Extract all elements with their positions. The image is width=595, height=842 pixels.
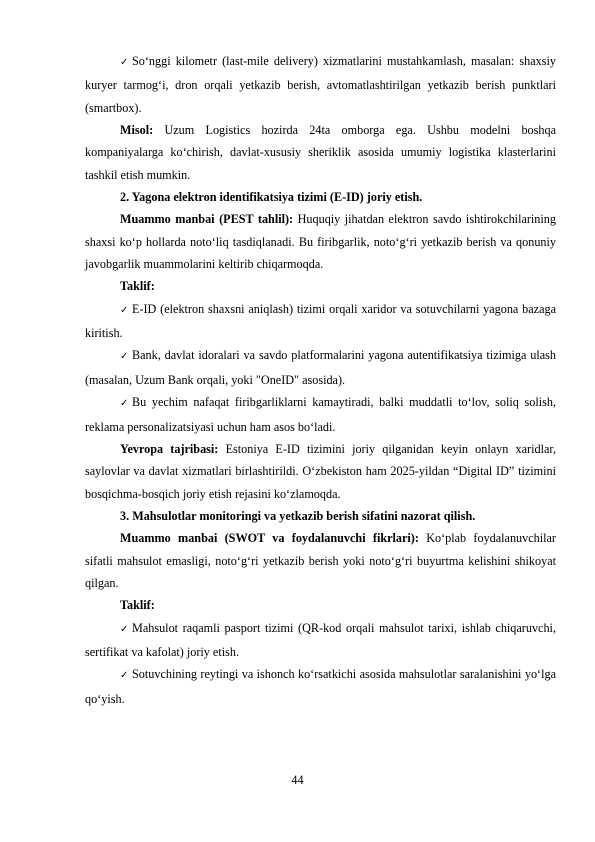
paragraph-text: Estoniya E-ID tizimini joriy qilganidan keyin onlayn xaridlar, saylovlar va davlat xizmatlari birlashtirildi. O‘zbekiston ham 2025-yildan “Digital ID” tizimini bosqichma-bosqich joriy etish rejasini ko‘zlamoqda. [85,441,556,501]
section-heading-3: 3. Mahsulotlar monitoringi va yetkazib berish sifatini nazorat qilish. [120,508,476,523]
paragraph-text: Ko‘plab foydalanuvchilar sifatli mahsulot emasligi, noto‘g‘ri yetkazib berish yoki noto‘g‘ri buyurtma kelishini shikoyat qilgan. [85,531,556,590]
bullet-text: Sotuvchining reytingi va ishonch ko‘rsatkichi asosida mahsulotlar saralanishini yo‘lga qo‘yish. [85,667,556,706]
bullet-item-last-mile [85,50,556,119]
bullet-text: So‘nggi kilometr (last-mile delivery) xizmatlarini mustahkamlash, masalan: shaxsiy kuryer tarmog‘i, dron orqali yetkazib berish, avtomatlashtirilgan yetkazib berish punktlari (smartbox). [85,54,556,115]
bullet-item-seller-rating [85,663,556,710]
checkmark-icon: ✓ [120,623,129,635]
problem-source-swot [85,527,556,594]
bullet-item-eid [85,298,556,345]
checkmark-icon: ✓ [120,398,129,410]
bullet-item-auth [85,344,556,391]
proposal-heading: Taklif: [120,279,155,294]
example-paragraph [85,119,556,186]
paragraph-lead: Yevropa tajribasi: [120,441,219,456]
checkmark-icon: ✓ [120,57,129,68]
bullet-text: Bank, davlat idoralari va savdo platformalarini yagona autentifikatsiya tizimiga ulash (masalan, Uzum Bank orqali, yoki "OneID" asosida). [85,348,556,387]
bullet-text: Mahsulot raqamli pasport tizimi (QR-kod orqali mahsulot tarixi, ishlab chiqaruvchi, sertifikat va kafolat) joriy etish. [85,620,556,659]
europe-experience-paragraph [85,438,556,505]
problem-source-pest [85,208,556,275]
document-body [85,50,556,710]
paragraph-lead: Muammo manbai (SWOT va foydalanuvchi fikrlari): [120,531,419,546]
checkmark-icon: ✓ [120,304,129,316]
bullet-text: Bu yechim nafaqat firibgarliklarni kamaytiradi, balki muddatli to‘lov, soliq solish, reklama personalizatsiyasi uchun ham asos bo‘ladi. [85,395,556,434]
checkmark-icon: ✓ [120,670,129,682]
paragraph-text: Uzum Logistics hozirda 24ta omborga ega. Ushbu modelni boshqa kompaniyalarga ko‘chirish, davlat-xususiy sheriklik asosida umumiy logistika klasterlarini tashkil etish mumkin. [85,123,556,182]
proposal-heading: Taklif: [120,598,155,613]
bullet-item-digital-passport [85,617,556,664]
bullet-text: E-ID (elektron shaxsni aniqlash) tizimi orqali xaridor va sotuvchilarni yagona bazaga kiritish. [85,301,556,341]
page-number: 44 [291,773,304,787]
paragraph-lead: Misol: [120,123,154,138]
section-heading-2: 2. Yagona elektron identifikatsiya tizimi (E-ID) joriy etish. [120,190,423,205]
checkmark-icon: ✓ [120,351,129,363]
paragraph-text: Huquqiy jihatdan elektron savdo ishtirokchilarining shaxsi ko‘p hollarda noto‘liq tasdiqlanadi. Bu firibgarlik, noto‘g‘ri yetkazib berish va qonuniy javobgarlik muammolarini keltirib chiqarmoqda. [85,212,556,272]
paragraph-lead: Muammo manbai (PEST tahlil): [120,212,294,227]
bullet-item-benefits [85,391,556,438]
